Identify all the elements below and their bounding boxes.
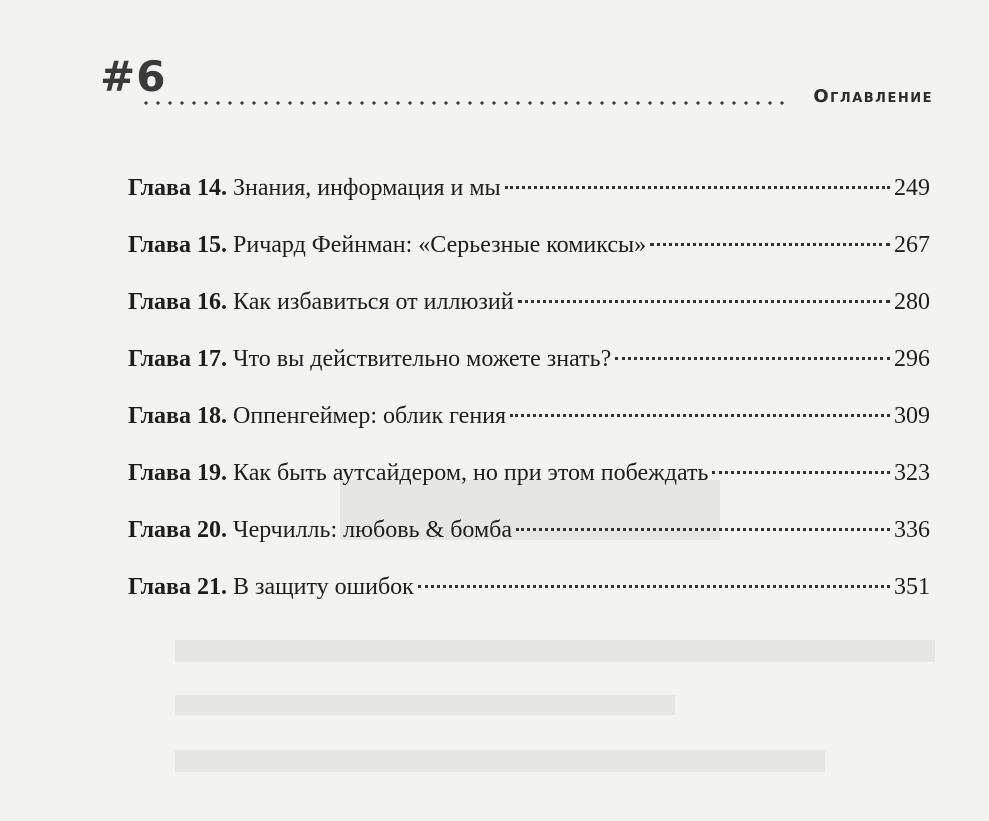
toc-entry[interactable]: [128, 346, 930, 403]
toc-entry[interactable]: [128, 289, 930, 346]
dot-leader: [418, 585, 890, 588]
dot-leader: [505, 186, 890, 189]
page-reference: 323: [894, 460, 930, 486]
chapter-number: Глава 15.: [128, 232, 227, 258]
page-reference: 280: [894, 289, 930, 315]
toc-entry[interactable]: [128, 232, 930, 289]
toc-entry[interactable]: [128, 175, 930, 232]
toc-entry[interactable]: [128, 574, 930, 631]
page-reference: 249: [894, 175, 930, 201]
header-dotted-rule: [140, 101, 790, 105]
page-reference: 336: [894, 517, 930, 543]
page-reference: 309: [894, 403, 930, 429]
chapter-title: Что вы действительно можете знать?: [233, 346, 612, 372]
chapter-title: Ричард Фейнман: «Серьезные комиксы»: [233, 232, 647, 258]
chapter-number: Глава 17.: [128, 346, 227, 372]
bleed-through-mark: [175, 640, 935, 662]
page-reference: 267: [894, 232, 930, 258]
chapter-number: Глава 16.: [128, 289, 227, 315]
dot-leader: [518, 300, 890, 303]
toc-entry[interactable]: [128, 517, 930, 574]
dot-leader: [615, 357, 890, 360]
toc-entry[interactable]: [128, 403, 930, 460]
table-of-contents: [128, 175, 930, 631]
dot-leader: [510, 414, 890, 417]
page-number: #6: [100, 52, 167, 101]
chapter-number: Глава 19.: [128, 460, 227, 486]
chapter-number: Глава 20.: [128, 517, 227, 543]
dot-leader: [650, 243, 890, 246]
chapter-number: Глава 21.: [128, 574, 227, 600]
bleed-through-mark: [175, 750, 825, 772]
toc-entry[interactable]: [128, 460, 930, 517]
bleed-through-mark: [175, 695, 675, 715]
chapter-title: Знания, информация и мы: [233, 175, 501, 201]
chapter-title: Черчилль: любовь & бомба: [233, 517, 512, 543]
chapter-title: Как быть аутсайдером, но при этом побеждать: [233, 460, 709, 486]
chapter-title: Как избавиться от иллюзий: [233, 289, 514, 315]
chapter-title: В защиту ошибок: [233, 574, 414, 600]
chapter-number: Глава 14.: [128, 175, 227, 201]
dot-leader: [712, 471, 890, 474]
chapter-number: Глава 18.: [128, 403, 227, 429]
page-reference: 296: [894, 346, 930, 372]
page-reference: 351: [894, 574, 930, 600]
section-title: Оглавление: [813, 86, 933, 107]
chapter-title: Оппенгеймер: облик гения: [233, 403, 507, 429]
dot-leader: [516, 528, 890, 531]
